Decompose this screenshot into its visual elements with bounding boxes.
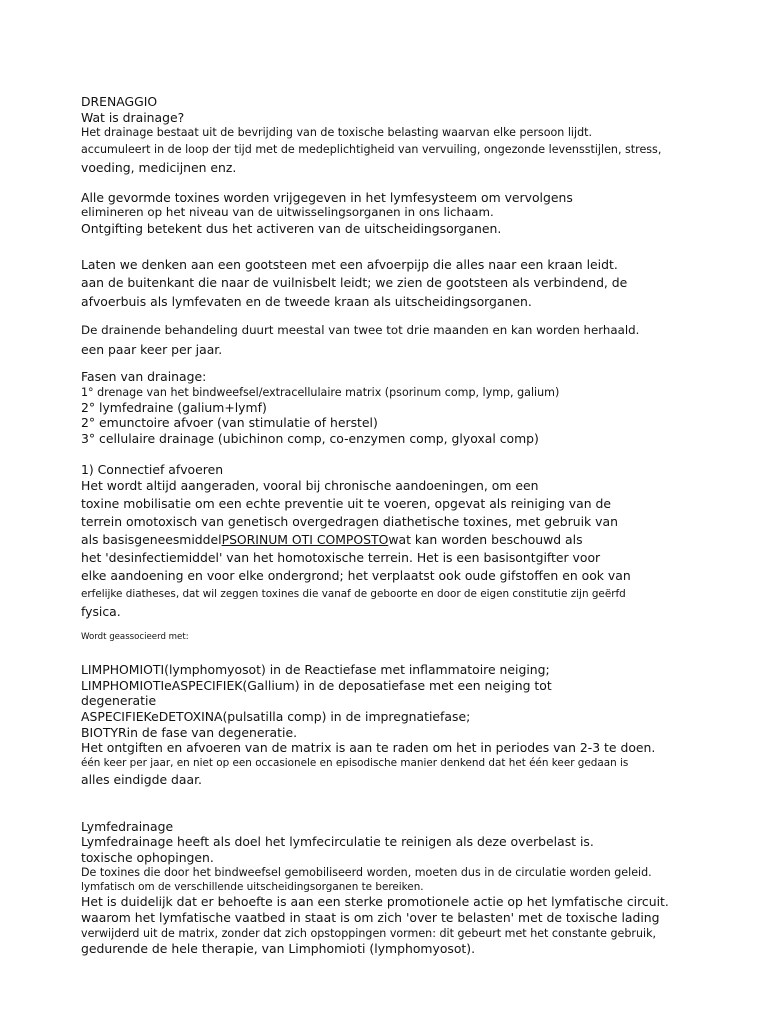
paragraph-text: als basisgeneesmiddel <box>81 532 222 548</box>
association-item: BIOTYRin de fase van degeneratie. <box>81 724 298 740</box>
paragraph-line: gedurende de hele therapie, van Limphomioti (lymphomyosot). <box>81 940 476 956</box>
paragraph-line: verwijderd uit de matrix, zonder dat zich opstoppingen vormen: dit gebeurt met het constante gebruik, <box>81 926 657 940</box>
paragraph-line: De toxines die door het bindweefsel gemobiliseerd worden, moeten dus in de circulatie worden geleid. <box>81 866 652 880</box>
lymph-heading: Lymfedrainage <box>81 818 174 834</box>
paragraph-line: toxine mobilisatie om een echte preventie uit te voeren, opgevat als reiniging van de <box>81 496 611 512</box>
paragraph-line: fysica. <box>81 604 121 620</box>
paragraph-line: accumuleert in de loop der tijd met de medeplichtigheid van vervuiling, ongezonde levensstijlen, stress, <box>81 142 662 156</box>
association-item: LIMPHOMIOTIeASPECIFIEK(Gallium) in de deposatiefase met een neiging tot <box>81 677 552 693</box>
paragraph-line: alles eindigde daar. <box>81 771 202 787</box>
paragraph-line: een paar keer per jaar. <box>81 342 223 358</box>
association-item: degeneratie <box>81 693 157 709</box>
paragraph-line: Ontgifting betekent dus het activeren van de uitscheidingsorganen. <box>81 221 502 237</box>
paragraph-line: afvoerbuis als lymfevaten en de tweede kraan als uitscheidingsorganen. <box>81 293 532 309</box>
paragraph-line: erfelijke diatheses, dat wil zeggen toxines die vanaf de geboorte en door de eigen constitutie zijn geërfd <box>81 588 626 601</box>
paragraph-line: één keer per jaar, en niet op een occasionele en episodische manier denkend dat het één keer gedaan is <box>81 756 629 769</box>
phases-heading: Fasen van drainage: <box>81 369 207 385</box>
paragraph-line: waarom het lymfatische vaatbed in staat is om zich 'over te belasten' met de toxische lading <box>81 910 660 926</box>
paragraph-line: terrein omotoxisch van genetisch overgedragen diathetische toxines, met gebruik van <box>81 514 618 530</box>
phase-item: 1° drenage van het bindweefsel/extracellulaire matrix (psorinum comp, lymp, galium) <box>81 385 560 399</box>
phase-item: 2° lymfedraine (galium+lymf) <box>81 399 267 415</box>
association-item: LIMPHOMIOTI(lymphomyosot) in de Reactiefase met inflammatoire neiging; <box>81 662 550 678</box>
paragraph-line: elimineren op het niveau van de uitwisselingsorganen in ons lichaam. <box>81 205 494 220</box>
paragraph-line: Laten we denken aan een gootsteen met een afvoerpijp die alles naar een kraan leidt. <box>81 256 618 272</box>
paragraph-line <box>81 531 731 549</box>
paragraph-line: elke aandoening en voor elke ondergrond; het verplaatst ook oude gifstoffen en ook van <box>81 568 631 584</box>
paragraph-line: Lymfedrainage heeft als doel het lymfecirculatie te reinigen als deze overbelast is. <box>81 834 594 850</box>
paragraph-line: Het wordt altijd aangeraden, vooral bij chronische aandoeningen, om een <box>81 478 539 494</box>
document-title: DRENAGGIO <box>81 94 158 109</box>
question-heading: Wat is drainage? <box>81 109 185 125</box>
paragraph-line: Alle gevormde toxines worden vrijgegeven in het lymfesysteem om vervolgens <box>81 189 573 205</box>
paragraph-line: Het drainage bestaat uit de bevrijding van de toxische belasting waarvan elke persoon lijdt. <box>81 126 593 140</box>
section-heading: 1) Connectief afvoeren <box>81 461 224 477</box>
paragraph-line: Het ontgiften en afvoeren van de matrix is aan te raden om het in periodes van 2-3 te doen. <box>81 740 656 756</box>
paragraph-line: Het is duidelijk dat er behoefte is aan een sterke promotionele actie op het lymfatische circuit. <box>81 894 669 910</box>
paragraph-line: aan de buitenkant die naar de vuilnisbelt leidt; we zien de gootsteen als verbindend, de <box>81 275 628 291</box>
paragraph-line: toxische ophopingen. <box>81 849 214 865</box>
association-heading: Wordt geassocieerd met: <box>81 632 189 643</box>
paragraph-text: wat kan worden beschouwd als <box>388 532 583 548</box>
document-page <box>81 94 731 956</box>
paragraph-line: De drainende behandeling duurt meestal van twee tot drie maanden en kan worden herhaald. <box>81 323 640 338</box>
paragraph-line: lymfatisch om de verschillende uitscheidingsorganen te bereiken. <box>81 881 424 894</box>
paragraph-line: voeding, medicijnen enz. <box>81 159 237 175</box>
phase-item: 2° emunctoire afvoer (van stimulatie of herstel) <box>81 415 378 431</box>
psorinum-link[interactable]: PSORINUM OTI COMPOSTO <box>221 532 389 548</box>
association-item: ASPECIFIEKeDETOXINA(pulsatilla comp) in de impregnatiefase; <box>81 708 471 724</box>
phase-item: 3° cellulaire drainage (ubichinon comp, co-enzymen comp, glyoxal comp) <box>81 430 539 446</box>
paragraph-line: het 'desinfectiemiddel' van het homotoxische terrein. Het is een basisontgifter voor <box>81 550 601 566</box>
